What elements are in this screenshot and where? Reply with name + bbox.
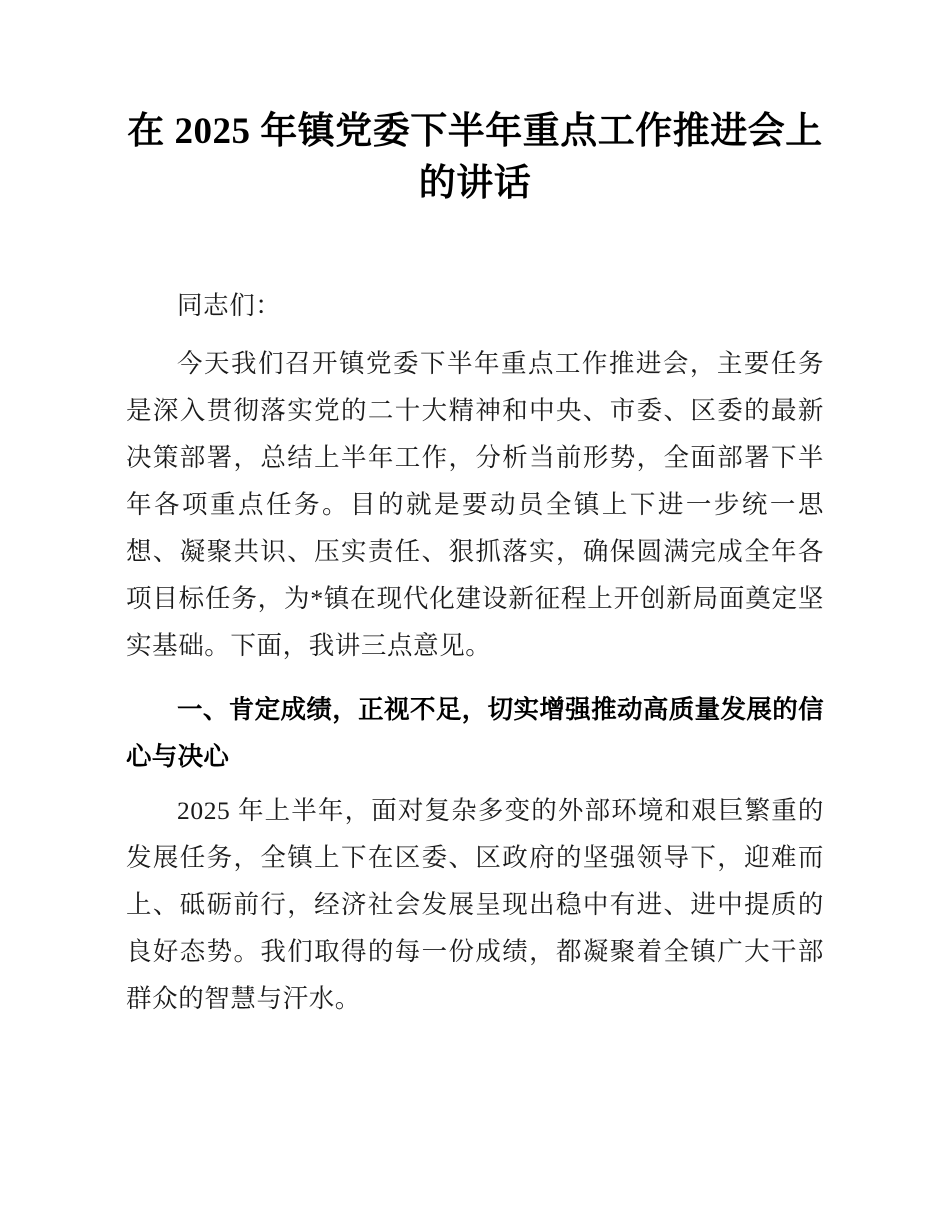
document-body	[126, 0, 824, 1022]
document-title: 在 2025 年镇党委下半年重点工作推进会上的讲话	[127, 111, 823, 204]
paragraph-intro: 今天我们召开镇党委下半年重点工作推进会，主要任务是深入贯彻落实党的二十大精神和中央、市委、区委的最新决策部署，总结上半年工作，分析当前形势，全面部署下半年各项重点任务。目的就是要动员全镇上下进一步统一思想、凝聚共识、压实责任、狠抓落实，确保圆满完成全年各项目标任务，为*镇在现代化建设新征程上开创新局面奠定坚实基础。下面，我讲三点意见。	[126, 349, 824, 660]
title-spacer	[126, 210, 824, 282]
paragraph-section-one-body: 2025 年上半年，面对复杂多变的外部环境和艰巨繁重的发展任务，全镇上下在区委、区政府的坚强领导下，迎难而上、砥砺前行，经济社会发展呈现出稳中有进、进中提质的良好态势。我们取得的每一份成绩，都凝聚着全镇广大干部群众的智慧与汗水。	[126, 796, 824, 1013]
section-heading-one: 一、肯定成绩，正视不足，切实增强推动高质量发展的信心与决心	[126, 696, 824, 771]
salutation-line: 同志们：	[177, 291, 282, 320]
